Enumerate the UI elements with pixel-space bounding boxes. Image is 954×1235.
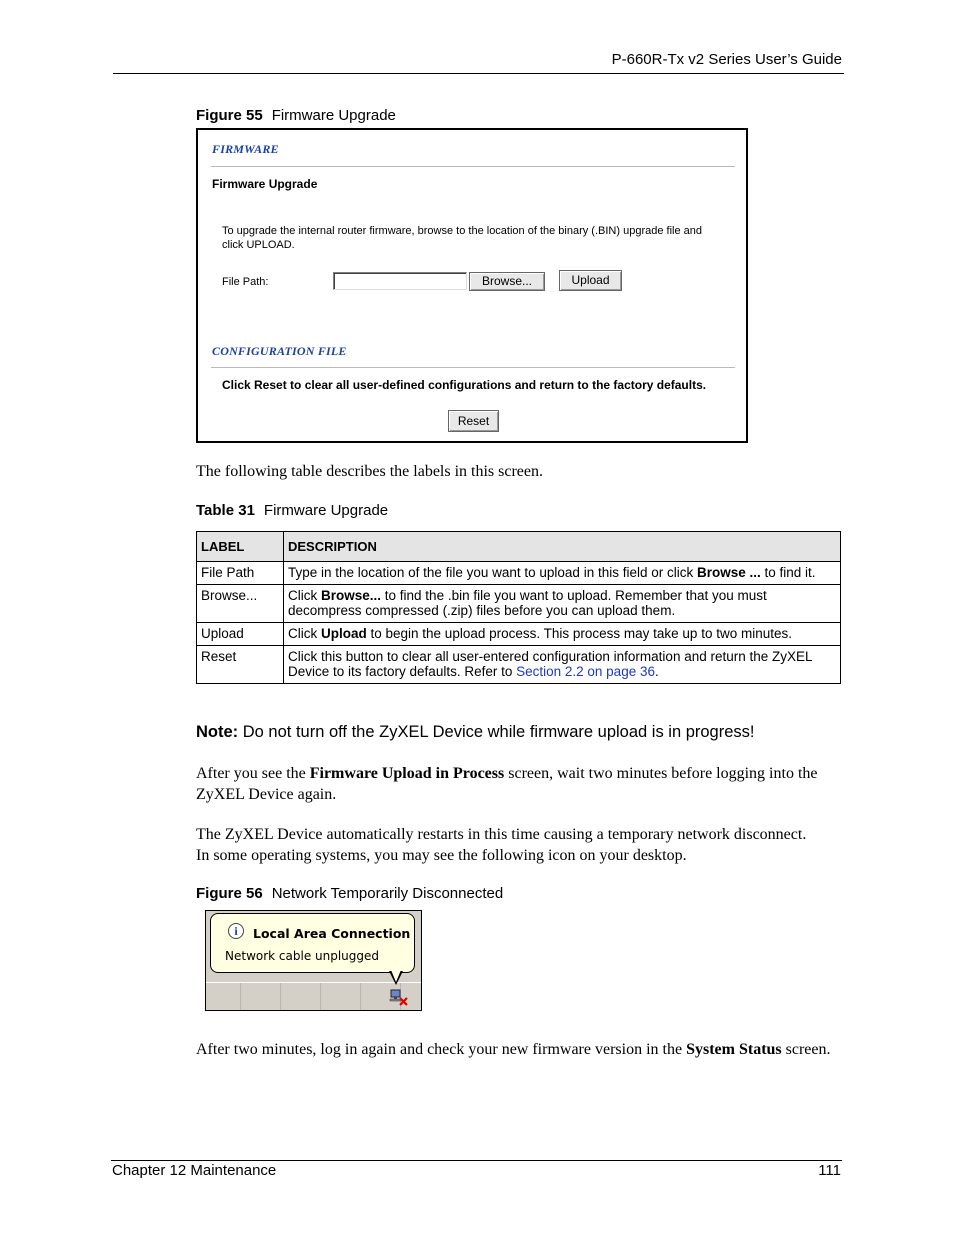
network-disconnected-icon[interactable] — [388, 987, 410, 1007]
row-description: Click Upload to begin the upload process. This process may take up to two minutes. — [284, 623, 841, 646]
balloon-message: Network cable unplugged — [225, 949, 380, 963]
figure-55-caption — [196, 107, 396, 124]
table-31-caption — [196, 502, 388, 519]
label-description-table — [196, 531, 841, 684]
figure-56-caption — [196, 885, 503, 902]
table-31-title: Firmware Upgrade — [263, 502, 389, 519]
browse-button[interactable]: Browse... — [469, 272, 545, 291]
row-label: Browse... — [197, 585, 284, 623]
upload-button[interactable]: Upload — [559, 270, 622, 291]
configuration-section-title: CONFIGURATION FILE — [212, 344, 347, 358]
table-31-label: Table 31 — [196, 502, 255, 519]
figure-55-label: Figure 55 — [196, 107, 263, 124]
instructions-line2: click UPLOAD. — [222, 239, 295, 251]
paragraph-restart: The ZyXEL Device automatically restarts in this time causing a temporary network disconnect. In some operating systems, you may see the following icon on your desktop. — [196, 826, 807, 864]
note-label: Note: — [196, 723, 239, 741]
balloon-tail-fill — [391, 970, 401, 982]
paragraph-system-status: After two minutes, log in again and check your new firmware version in the System Status screen. — [196, 1041, 831, 1058]
row-description: Type in the location of the file you want to upload in this field or click Browse ... to find it. — [284, 562, 841, 585]
table-row — [197, 562, 841, 585]
figure-55-title: Firmware Upgrade — [271, 107, 396, 124]
footer-rule — [111, 1160, 842, 1161]
row-description: Click Browse... to find the .bin file you want to upload. Remember that you must decompress compressed (.zip) files before you can upload them. — [284, 585, 841, 623]
firmware-section-title: FIRMWARE — [212, 142, 279, 156]
firmware-upgrade-subtitle: Firmware Upgrade — [212, 177, 318, 191]
figure-56-label: Figure 56 — [196, 885, 263, 902]
file-path-label: File Path: — [222, 276, 269, 288]
network-disconnected-screenshot — [205, 910, 422, 1011]
table-row — [197, 623, 841, 646]
instructions-line1: To upgrade the internal router firmware, browse to the location of the binary (.BIN) upgrade file and — [222, 225, 702, 237]
firmware-divider — [211, 166, 735, 167]
note-paragraph — [196, 723, 755, 742]
balloon-title: Local Area Connection — [253, 926, 411, 941]
row-label: File Path — [197, 562, 284, 585]
reset-instructions: Click Reset to clear all user-defined configurations and return to the factory defaults. — [222, 378, 707, 392]
footer-chapter: Chapter 12 Maintenance — [112, 1162, 277, 1179]
figure-56-title: Network Temporarily Disconnected — [271, 885, 504, 902]
configuration-divider — [211, 367, 735, 368]
notification-balloon — [210, 913, 415, 973]
row-label: Reset — [197, 646, 284, 684]
row-description: Click this button to clear all user-entered configuration information and return the ZyXEL Device to its factory defaults. Refer to Section 2.2 on page 36. — [284, 646, 841, 684]
table-header-description: DESCRIPTION — [284, 532, 841, 562]
table-row — [197, 646, 841, 684]
header-rule — [113, 73, 844, 74]
info-icon: i — [228, 923, 244, 939]
file-path-input[interactable] — [333, 272, 467, 290]
intro-paragraph: The following table describes the labels in this screen. — [196, 463, 544, 480]
table-header-label: LABEL — [197, 532, 284, 562]
table-row — [197, 585, 841, 623]
row-label: Upload — [197, 623, 284, 646]
paragraph-after-upload: After you see the Firmware Upload in Process screen, wait two minutes before logging into the ZyXEL Device again. — [196, 765, 818, 803]
section-link[interactable]: Section 2.2 on page 36 — [516, 664, 655, 679]
reset-button[interactable]: Reset — [448, 410, 499, 432]
table-header-row — [197, 532, 841, 562]
note-text: Do not turn off the ZyXEL Device while firmware upload is in progress! — [238, 723, 755, 741]
firmware-upgrade-screenshot — [196, 128, 748, 443]
footer-page-number: 111 — [818, 1162, 841, 1179]
page-header: P-660R-Tx v2 Series User’s Guide — [611, 51, 842, 68]
